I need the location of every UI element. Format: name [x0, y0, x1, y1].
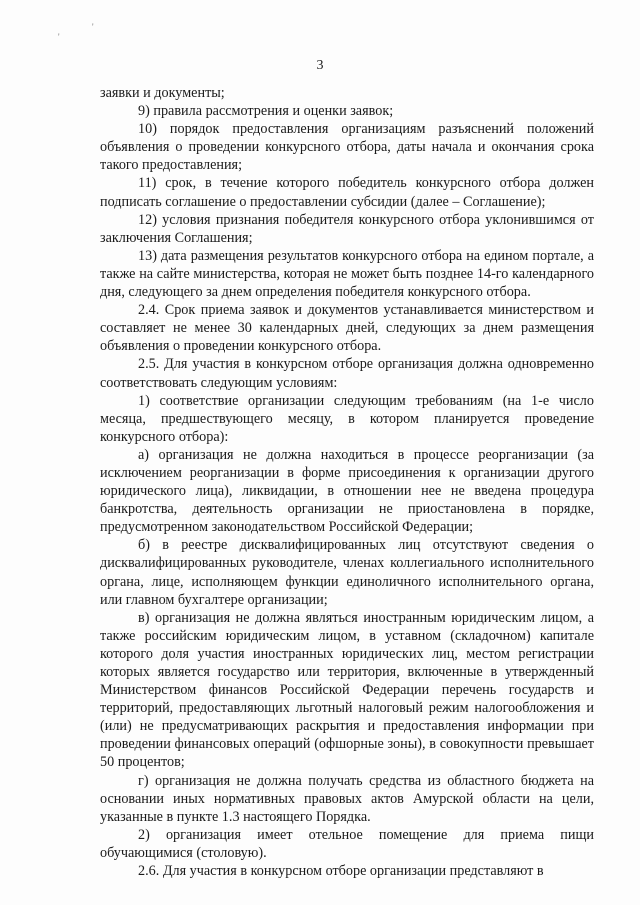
paragraph: 1) соответствие организации следующим требованиям (на 1-е число месяца, предшествующего месяцу, в котором планируется проведение конкурсного отбора):: [100, 392, 594, 445]
paragraph: б) в реестре дисквалифицированных лиц отсутствуют сведения о дисквалифицированных руководителе, членах коллегиального исполнительного органа, лице, исполняющем функции единоличного исполнительного органа, или главном бухгалтере организации;: [100, 537, 594, 608]
paragraph: г) организация не должна получать средства из областного бюджета на основании иных нормативных правовых актов Амурской области на цели, указанные в пункте 1.3 настоящего Порядка.: [100, 772, 594, 825]
scan-mark: ': [92, 22, 94, 32]
paragraph: заявки и документы;: [100, 85, 225, 101]
paragraph: 2.6. Для участия в конкурсном отборе организации представляют в: [138, 863, 544, 880]
paragraph: 13) дата размещения результатов конкурсного отбора на едином портале, а также на сайте министерства, которая не может быть позднее 14-го календарного дня, следующего за днем определения победителя конкурсного отбора.: [100, 247, 594, 301]
paragraph: в) организация не должна являться иностранным юридическим лицом, а также российским юридическим лицом, в уставном (складочном) капитале которого доля участия иностранных юридических лиц, местом регистрации которых является государство или территория, включенные в утвержденный Министерством финансов Российской Федерации перечень государств и территорий, предоставляющих льготный налоговый режим налогообложения и (или) не предусматривающих раскрытия и предоставления информации при проведении финансовых операций (офшорные зоны), в совокупности превышает 50 процентов;: [100, 609, 594, 771]
document-body: [100, 84, 594, 880]
paragraph: 2.5. Для участия в конкурсном отборе организация должна одновременно соответствовать следующим условиям:: [100, 356, 594, 391]
paragraph: а) организация не должна находиться в процессе реорганизации (за исключением реорганизации в форме присоединения к организации другого юридического лица), ликвидации, в отношении нее не введена процедура банкротства, деятельность организации не приостановлена в порядке, предусмотренном законодательством Российской Федерации;: [100, 446, 594, 536]
paragraph: 2.4. Срок приема заявок и документов устанавливается министерством и составляет не менее 30 календарных дней, следующих за днем размещения объявления о проведении конкурсного отбора.: [100, 302, 594, 355]
paragraph: 12) условия признания победителя конкурсного отбора уклонившимся от заключения Соглашения;: [100, 211, 594, 246]
paragraph: 2) организация имеет отельное помещение для приема пищи обучающимися (столовую).: [100, 826, 594, 861]
paragraph: 11) срок, в течение которого победитель конкурсного отбора должен подписать соглашение о предоставлении субсидии (далее – Соглашение);: [100, 175, 594, 210]
scan-mark: ': [58, 32, 60, 42]
paragraph: 9) правила рассмотрения и оценки заявок;: [138, 103, 394, 120]
paragraph: 10) порядок предоставления организациям разъяснений положений объявления о проведении конкурсного отбора, даты начала и окончания срока такого предоставления;: [100, 121, 594, 174]
page-number: 3: [316, 58, 324, 73]
